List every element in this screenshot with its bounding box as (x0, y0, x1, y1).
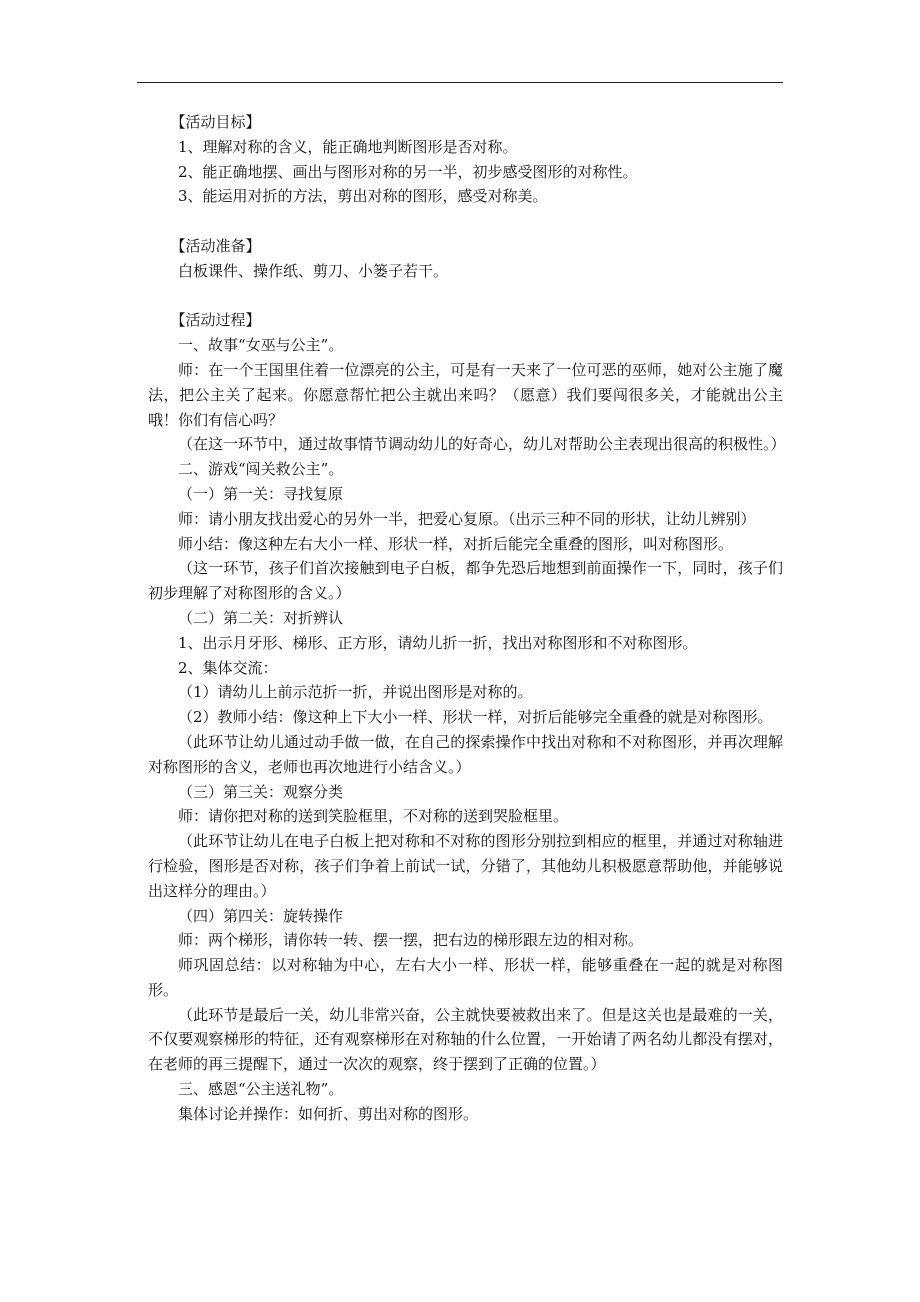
paragraph: （此环节让幼儿在电子白板上把对称和不对称的图形分别拉到相应的框里，并通过对称轴进行检验，图形是否对称，孩子们争着上前试一试，分错了，其他幼儿积极愿意帮助他，并能够说出这样分的理由。） (148, 832, 783, 900)
paragraph: 师：请你把对称的送到笑脸框里，不对称的送到哭脸框里。 (178, 807, 569, 826)
paragraph: 3、能运用对折的方法，剪出对称的图形，感受对称美。 (178, 187, 548, 206)
paragraph: 1、出示月牙形、梯形、正方形，请幼儿折一折，找出对称图形和不对称图形。 (178, 633, 698, 652)
paragraph: 2、集体交流： (178, 658, 278, 677)
paragraph: （2）教师小结：像这种上下大小一样、形状一样，对折后能够完全重叠的就是对称图形。 (178, 708, 773, 727)
paragraph: （此环节是最后一关，幼儿非常兴奋，公主就快要被救出来了。但是这关也是最难的一关，不仅要观察梯形的特征，还有观察梯形在对称轴的什么位置，一开始请了两名幼儿都没有摆对，在老师的再三提醒下，通过一次次的观察，终于摆到了正确的位置。） (148, 1005, 783, 1074)
paragraph: 1、理解对称的含义，能正确地判断图形是否对称。 (178, 137, 518, 156)
paragraph: 集体讨论并操作：如何折、剪出对称的图形。 (178, 1104, 479, 1123)
spacer (148, 209, 783, 234)
section-heading: 【活动过程】 (170, 311, 261, 330)
section-heading: 【活动准备】 (170, 236, 261, 255)
paragraph: （一）第一关：寻找复原 (178, 484, 344, 503)
paragraph: 师：请小朋友找出爱心的另外一半，把爱心复原。（出示三种不同的形状，让幼儿辨别） (178, 509, 756, 528)
paragraph: 2、能正确地摆、画出与图形对称的另一半，初步感受图形的对称性。 (178, 162, 638, 181)
paragraph: （三）第三关：观察分类 (178, 782, 344, 801)
paragraph: 师小结：像这种左右大小一样、形状一样，对折后能完全重叠的图形，叫对称图形。 (178, 534, 734, 553)
section-heading: 【活动目标】 (170, 113, 261, 131)
paragraph: （二）第二关：对折辨认 (178, 608, 344, 627)
paragraph: 三、感恩“公主送礼物”。 (178, 1080, 344, 1099)
paragraph: 师：在一个王国里住着一位漂亮的公主，可是有一天来了一位可恶的巫师，她对公主施了魔法，把公主关了起来。你愿意帮忙把公主就出来吗？（愿意）我们要闯很多关，才能就出公主哦！你们有信心吗？ (148, 360, 783, 429)
paragraph: （此环节让幼儿通过动手做一做，在自己的探索操作中找出对称和不对称图形，并再次理解对称图形的含义，老师也再次地进行小结含义。） (148, 732, 783, 776)
header-rule (137, 82, 783, 83)
document-body (148, 110, 786, 1127)
paragraph: （在这一环节中，通过故事情节调动幼儿的好奇心，幼儿对帮助公主表现出很高的积极性。） (178, 435, 786, 454)
paragraph: 一、故事“女巫与公主”。 (178, 336, 344, 355)
paragraph: 师巩固总结：以对称轴为中心，左右大小一样、形状一样，能够重叠在一起的就是对称图形。 (148, 956, 783, 999)
paragraph: 师：两个梯形，请你转一转、摆一摆，把右边的梯形跟左边的相对称。 (178, 931, 644, 950)
paragraph: （这一环节，孩子们首次接触到电子白板，都争先恐后地想到前面操作一下，同时，孩子们初步理解了对称图形的含义。） (148, 559, 783, 603)
paragraph: （1）请幼儿上前示范折一折，并说出图形是对称的。 (178, 683, 533, 702)
paragraph: 二、游戏“闯关救公主”。 (178, 460, 344, 479)
paragraph: 白板课件、操作纸、剪刀、小篓子若干。 (178, 261, 449, 280)
paragraph: （四）第四关：旋转操作 (178, 906, 344, 925)
spacer (148, 284, 783, 309)
